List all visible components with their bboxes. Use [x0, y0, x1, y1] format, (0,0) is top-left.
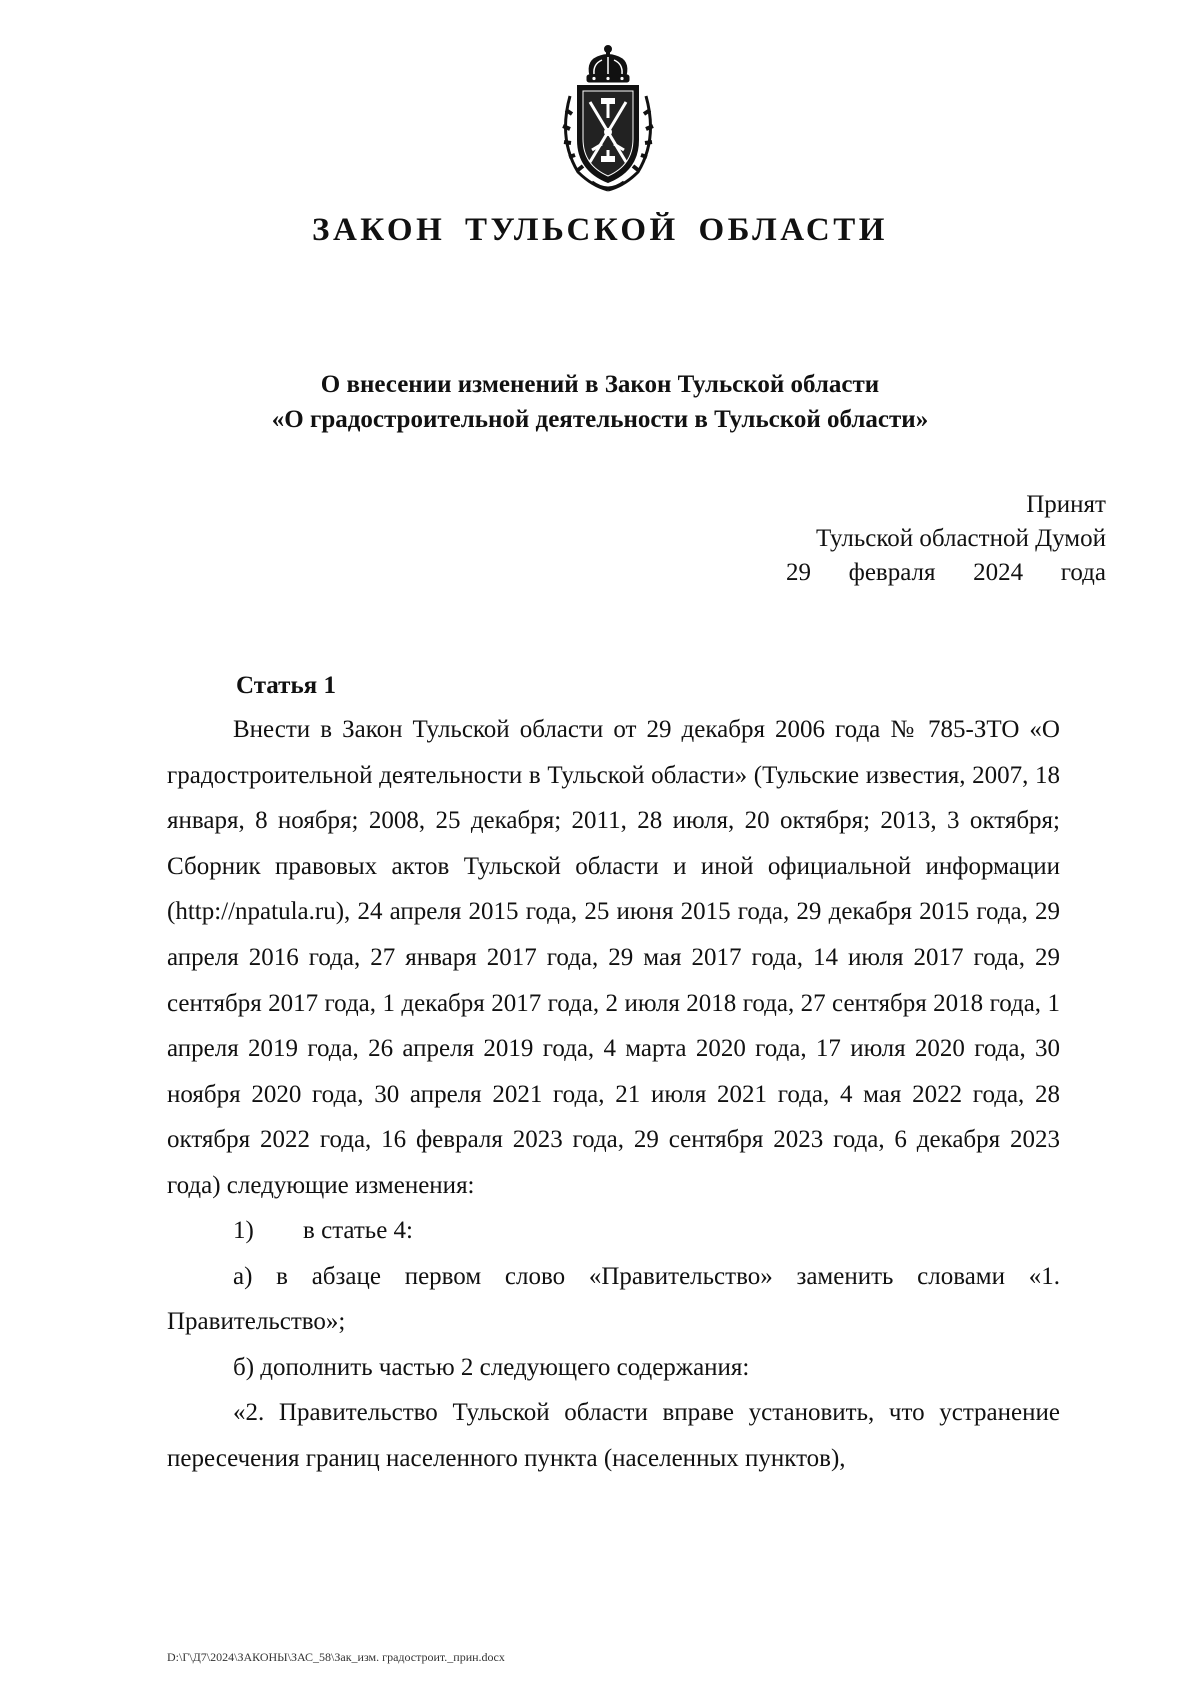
adoption-date: [786, 556, 1106, 590]
adoption-accepted: Принят: [1026, 491, 1106, 518]
adoption-block: [786, 488, 1106, 590]
amendment-item-a: а) в абзаце первом слово «Правительство» заменить словами «1. Правительство»;: [167, 1262, 1060, 1336]
adoption-date-word: года: [1060, 559, 1106, 586]
crown-icon: [587, 46, 629, 83]
adoption-date-day: 29: [786, 559, 811, 586]
footer-file-path: D:\Г\Д7\2024\ЗАКОНЫ\ЗАС_58\Зак_изм. градострoит._прин.docx: [167, 1650, 505, 1664]
shield-icon: [578, 86, 638, 182]
amendment-item-b: б) дополнить частью 2 следующего содержания:: [233, 1353, 750, 1381]
law-title-line-1: О внесении изменений в Закон Тульской области: [320, 371, 880, 398]
list-item-text: в статье 4:: [303, 1217, 413, 1244]
adoption-date-year: 2024: [973, 559, 1024, 586]
list-item: [233, 1208, 413, 1254]
quoted-text: [167, 1390, 1060, 1481]
quoted-paragraph: «2. Правительство Тульской области вправе установить, что устранение пересечения границ населенного пункта (населенных пунктов),: [167, 1399, 1060, 1472]
law-title: [170, 367, 1030, 437]
list-item-number: 1): [233, 1217, 254, 1244]
article-heading: Статья 1: [236, 672, 336, 699]
article-intro-paragraph: Внести в Закон Тульской области от 29 декабря 2006 года № 785-ЗТО «О градостроительной деятельности в Тульской области» (Тульские известия, 2007, 18 января, 8 ноября; 2008, 25 декабря; 2011, 28 июля, 20 октября; 2013, 3 октября; Сборник правовых актов Тульской области и иной официальной информации (http://npatula.ru), 24 апреля 2015 года, 25 июня 2015 года, 29 декабря 2015 года, 29 апреля 2016 года, 27 января 2017 года, 29 мая 2017 года, 14 июля 2017 года, 29 сентября 2017 года, 1 декабря 2017 года, 2 июля 2018 года, 27 сентября 2018 года, 1 апреля 2019 года, 26 апреля 2019 года, 4 марта 2020 года, 17 июля 2020 года, 30 ноября 2020 года, 30 апреля 2021 года, 21 июля 2021 года, 4 мая 2022 года, 28 октября 2022 года, 16 февраля 2023 года, 29 сентября 2023 года, 6 декабря 2023 года) следующие изменения:: [167, 716, 1060, 1199]
adoption-by: Тульской областной Думой: [815, 525, 1106, 552]
adoption-date-month: февраля: [848, 559, 936, 586]
law-title-line-2: «О градостроительной деятельности в Тульской области»: [271, 406, 929, 433]
coat-of-arms-icon: [556, 44, 660, 194]
article-body: [167, 707, 1060, 1209]
law-heading: ЗАКОН ТУЛЬСКОЙ ОБЛАСТИ: [312, 212, 888, 248]
amendment-list: [167, 1208, 1060, 1390]
